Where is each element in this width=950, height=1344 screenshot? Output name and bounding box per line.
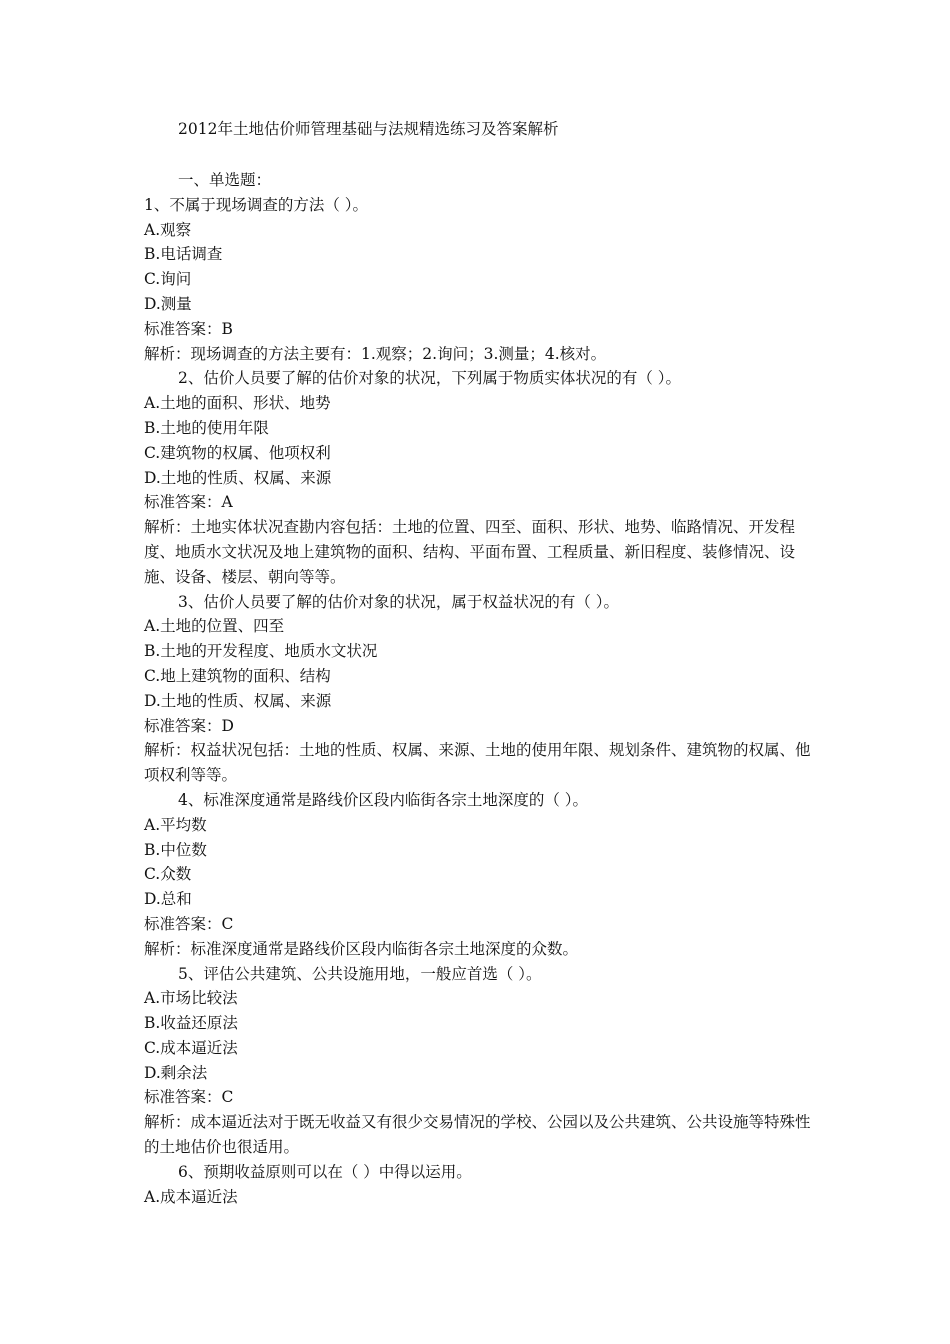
spacer — [144, 144, 814, 168]
option-a: A.成本逼近法 — [144, 1187, 238, 1206]
option-b: B.中位数 — [144, 840, 207, 859]
standard-answer: 标准答案：D — [144, 716, 234, 735]
option-a: A.市场比较法 — [144, 989, 238, 1008]
option-b: B.土地的使用年限 — [144, 418, 269, 437]
explanation: 解析：标准深度通常是路线价区段内临街各宗土地深度的众数。 — [144, 939, 579, 958]
question-6 — [144, 1160, 814, 1210]
option-c: C.众数 — [144, 865, 192, 884]
option-d: D.剩余法 — [144, 1063, 208, 1082]
question-5 — [144, 962, 814, 1160]
option-c: C.建筑物的权属、他项权利 — [144, 443, 331, 462]
question-4 — [144, 788, 814, 962]
option-b: B.土地的开发程度、地质水文状况 — [144, 642, 378, 661]
document-body — [144, 114, 814, 1209]
standard-answer: 标准答案：C — [144, 914, 234, 933]
option-d: D.测量 — [144, 294, 192, 313]
standard-answer: 标准答案：C — [144, 1088, 234, 1107]
explanation: 解析：现场调查的方法主要有：1.观察；2.询问；3.测量；4.核对。 — [144, 344, 607, 363]
question-stem: 6、预期收益原则可以在（ ）中得以运用。 — [178, 1162, 472, 1181]
option-c: C.地上建筑物的面积、结构 — [144, 666, 331, 685]
option-d: D.土地的性质、权属、来源 — [144, 468, 332, 487]
question-3 — [144, 590, 814, 788]
option-a: A.土地的面积、形状、地势 — [144, 394, 331, 413]
option-d: D.土地的性质、权属、来源 — [144, 691, 332, 710]
standard-answer: 标准答案：B — [144, 319, 233, 338]
question-stem: 1、不属于现场调查的方法（ ）。 — [144, 195, 369, 214]
option-b: B.电话调查 — [144, 245, 223, 264]
section-heading: 一、单选题： — [178, 171, 272, 189]
explanation: 解析：权益状况包括：土地的性质、权属、来源、土地的使用年限、规划条件、建筑物的权属、他项权利等等。 — [144, 741, 811, 785]
option-c: C.成本逼近法 — [144, 1038, 238, 1057]
document-title: 2012年土地估价师管理基础与法规精选练习及答案解析 — [178, 120, 559, 138]
option-b: B.收益还原法 — [144, 1014, 238, 1033]
question-stem: 5、评估公共建筑、公共设施用地，一般应首选（ ）。 — [178, 964, 542, 983]
explanation: 解析：土地实体状况查勘内容包括：土地的位置、四至、面积、形状、地势、临路情况、开发程度、地质水文状况及地上建筑物的面积、结构、平面布置、工程质量、新旧程度、装修情况、设施、设备、楼层、朝向等等。 — [144, 518, 796, 586]
option-a: A.平均数 — [144, 815, 207, 834]
question-stem: 4、标准深度通常是路线价区段内临街各宗土地深度的（ ）。 — [178, 790, 589, 809]
question-stem: 2、估价人员要了解的估价对象的状况，下列属于物质实体状况的有（ ）。 — [178, 369, 682, 388]
option-d: D.总和 — [144, 890, 192, 909]
question-1 — [144, 193, 814, 367]
explanation: 解析：成本逼近法对于既无收益又有很少交易情况的学校、公园以及公共建筑、公共设施等特殊性的土地估价也很适用。 — [144, 1113, 811, 1157]
option-a: A.土地的位置、四至 — [144, 617, 285, 636]
standard-answer: 标准答案：A — [144, 493, 233, 512]
option-a: A.观察 — [144, 220, 192, 239]
question-2 — [144, 366, 814, 589]
question-stem: 3、估价人员要了解的估价对象的状况，属于权益状况的有（ ）。 — [178, 592, 620, 611]
option-c: C.询问 — [144, 270, 192, 289]
